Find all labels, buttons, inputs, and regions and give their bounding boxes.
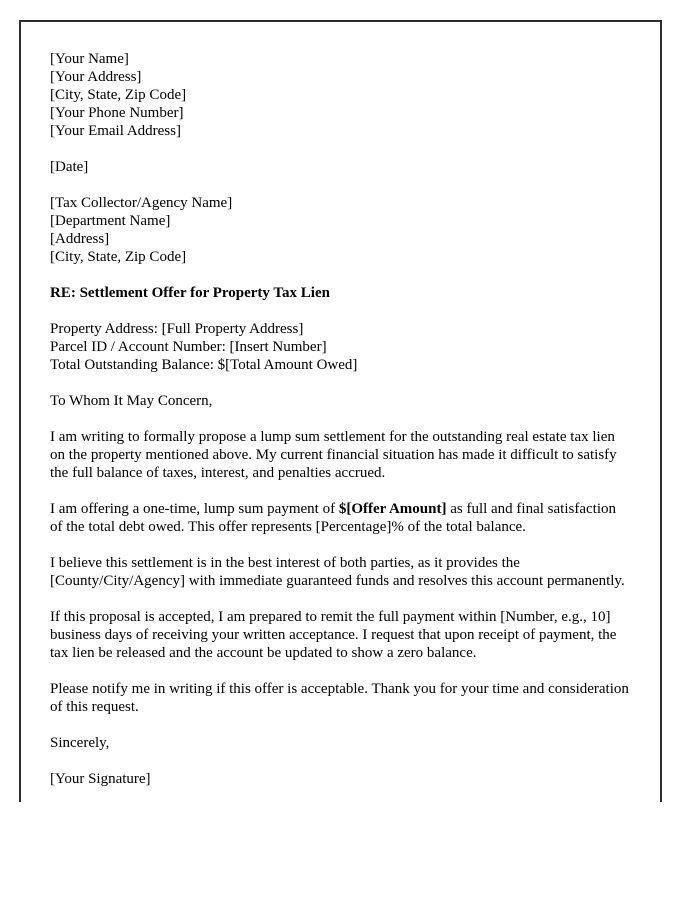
recipient-agency-line: [Tax Collector/Agency Name] [50, 195, 233, 211]
sender-address-line: [Your Address] [50, 69, 142, 85]
date-line: [Date] [50, 159, 89, 175]
sender-name-line: [Your Name] [50, 51, 129, 67]
recipient-address-block [50, 194, 630, 266]
subject-line: RE: Settlement Offer for Property Tax Lien [50, 285, 330, 301]
offer-text-post: as full and final satisfaction of the total debt owed. This offer represents [Percentage]% of the total balance. [50, 501, 616, 535]
paragraph-offer [50, 500, 630, 536]
sender-email-line: [Your Email Address] [50, 123, 181, 139]
sender-address-block [50, 50, 630, 140]
offer-text-pre: I am offering a one-time, lump sum payment of [50, 501, 339, 517]
recipient-city-state-zip-line: [City, State, Zip Code] [50, 249, 187, 265]
salutation-line: To Whom It May Concern, [50, 393, 213, 409]
outstanding-balance-line: Total Outstanding Balance: $[Total Amount Owed] [50, 357, 358, 373]
paragraph-best-interest: I believe this settlement is in the best interest of both parties, as it provides the [County/City/Agency] with immediate guaranteed funds and resolves this account permanently. [50, 555, 625, 589]
parcel-id-line: Parcel ID / Account Number: [Insert Number] [50, 339, 327, 355]
closing-line: Sincerely, [50, 735, 110, 751]
recipient-address-line: [Address] [50, 231, 110, 247]
sender-city-state-zip-line: [City, State, Zip Code] [50, 87, 187, 103]
property-address-line: Property Address: [Full Property Address] [50, 321, 304, 337]
signature-line: [Your Signature] [50, 771, 151, 787]
offer-amount-bold: $[Offer Amount] [338, 501, 447, 517]
paragraph-proposal: I am writing to formally propose a lump sum settlement for the outstanding real estate tax lien on the property mentioned above. My current financial situation has made it difficult to satisfy the full balance of taxes, interest, and penalties accrued. [50, 429, 617, 481]
paragraph-notify: Please notify me in writing if this offer is acceptable. Thank you for your time and consideration of this request. [50, 681, 629, 715]
recipient-department-line: [Department Name] [50, 213, 171, 229]
letter-document [19, 20, 662, 802]
paragraph-payment-terms: If this proposal is accepted, I am prepared to remit the full payment within [Number, e.g., 10] business days of receiving your written acceptance. I request that upon receipt of payment, the tax lien be released and the account be updated to show a zero balance. [50, 609, 617, 661]
sender-phone-line: [Your Phone Number] [50, 105, 184, 121]
date-block [50, 158, 630, 176]
reference-details-block [50, 320, 630, 374]
